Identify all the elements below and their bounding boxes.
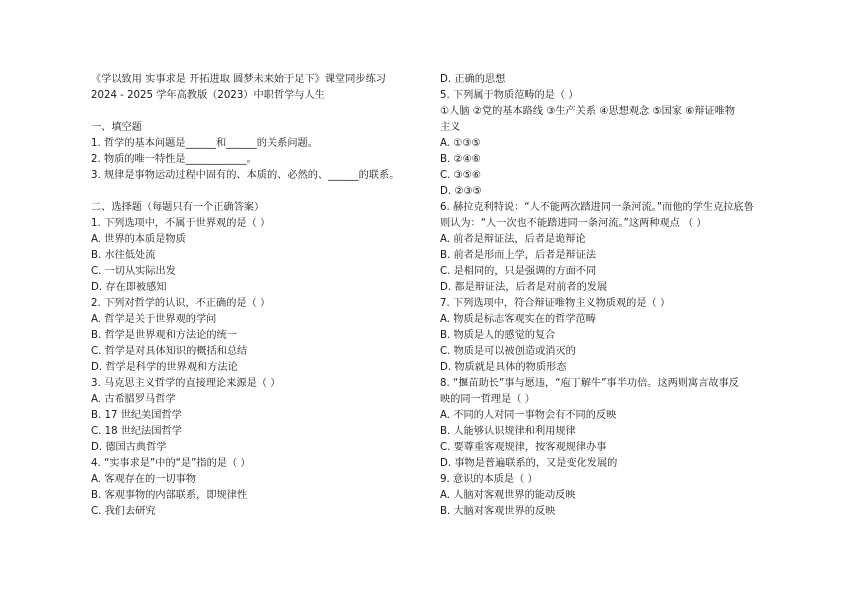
left-line: C. 18 世纪法国哲学 xyxy=(91,426,182,437)
left-column xyxy=(91,72,431,520)
left-line: B. 17 世纪美国哲学 xyxy=(91,410,182,421)
left-line: 3. 马克思主义哲学的直接理论来源是（ ） xyxy=(91,378,281,389)
left-line: C. 一切从实际出发 xyxy=(91,266,176,277)
left-line: A. 世界的本质是物质 xyxy=(91,234,186,245)
right-line: 8. “揠苗助长”事与愿违，“庖丁解牛”事半功倍。这两则寓言故事反 xyxy=(440,378,739,389)
right-line: B. 前者是形而上学，后者是辩证法 xyxy=(440,250,597,261)
left-line: 4. “实事求是”中的“是”指的是（ ） xyxy=(91,458,251,469)
right-line: A. 前者是辩证法，后者是诡辩论 xyxy=(440,234,586,245)
right-line: A. 不同的人对同一事物会有不同的反映 xyxy=(440,410,617,421)
right-line: C. 是相同的，只是强调的方面不同 xyxy=(440,266,597,277)
left-line: A. 哲学是关于世界观的学问 xyxy=(91,314,217,325)
left-line: B. 水往低处流 xyxy=(91,250,156,261)
right-line: D. 事物是普遍联系的，又是变化发展的 xyxy=(440,458,618,469)
left-line: 《学以致用 实事求是 开拓进取 圆梦未来始于足下》课堂同步练习 xyxy=(91,74,386,85)
left-line: C. 哲学是对具体知识的概括和总结 xyxy=(91,346,248,357)
right-line: D. ②③⑤ xyxy=(440,186,482,197)
right-line: B. 物质是人的感觉的复合 xyxy=(440,330,556,341)
right-line: C. 要尊重客观规律，按客观规律办事 xyxy=(440,442,607,453)
right-line: A. ①③⑤ xyxy=(440,138,481,149)
left-line: D. 哲学是科学的世界观和方法论 xyxy=(91,362,238,373)
left-line: 二、选择题（每题只有一个正确答案） xyxy=(91,202,265,213)
blank-line xyxy=(91,184,431,200)
left-line: B. 客观事物的内部联系，即规律性 xyxy=(91,490,248,501)
right-line: C. ③⑤⑥ xyxy=(440,170,481,181)
left-line: A. 客观存在的一切事物 xyxy=(91,474,196,485)
right-column xyxy=(440,72,785,520)
left-line: A. 古希腊罗马哲学 xyxy=(91,394,176,405)
left-line: 1. 哲学的基本问题是______和______的关系问题。 xyxy=(91,138,318,149)
right-line: A. 人脑对客观世界的能动反映 xyxy=(440,490,576,501)
right-line: D. 正确的思想 xyxy=(440,74,506,85)
right-line: 主义 xyxy=(440,122,461,133)
left-line: D. 德国古典哲学 xyxy=(91,442,167,453)
right-line: 则认为：“人一次也不能踏进同一条河流。”这两种观点 （ ） xyxy=(440,218,707,229)
right-line: D. 物质就是具体的物质形态 xyxy=(440,362,567,373)
left-line: D. 存在即被感知 xyxy=(91,282,167,293)
right-line: A. 物质是标志客观实在的哲学范畴 xyxy=(440,314,596,325)
right-line: D. 都是辩证法，后者是对前者的发展 xyxy=(440,282,608,293)
right-line: 9. 意识的本质是（ ） xyxy=(440,474,538,485)
right-line: 映的同一哲理是（ ） xyxy=(440,394,535,405)
left-line: 一、填空题 xyxy=(91,122,142,133)
right-line: B. 人能够认识规律和利用规律 xyxy=(440,426,576,437)
right-line: 6. 赫拉克利特说：“人不能两次踏进同一条河流。”而他的学生克拉底鲁 xyxy=(440,202,754,213)
right-line: 7. 下列选项中，符合辩证唯物主义物质观的是（ ） xyxy=(440,298,671,309)
right-line: B. 大脑对客观世界的反映 xyxy=(440,506,556,517)
right-line: B. ②④⑥ xyxy=(440,154,481,165)
right-line: C. 物质是可以被创造或消灭的 xyxy=(440,346,576,357)
left-line: 2. 下列对哲学的认识，不正确的是（ ） xyxy=(91,298,271,309)
left-line: 2. 物质的唯一特性是____________。 xyxy=(91,154,257,165)
left-line: C. 我们去研究 xyxy=(91,506,156,517)
right-line: ①人脑 ②党的基本路线 ③生产关系 ④思想观念 ⑤国家 ⑥辩证唯物 xyxy=(440,106,736,117)
left-line: B. 哲学是世界观和方法论的统一 xyxy=(91,330,237,341)
blank-line xyxy=(91,104,431,120)
left-line: 2024 - 2025 学年高教版（2023）中职哲学与人生 xyxy=(91,90,325,101)
left-line: 1. 下列选项中，不属于世界观的是（ ） xyxy=(91,218,271,229)
right-line: 5. 下列属于物质范畴的是（ ） xyxy=(440,90,579,101)
left-line: 3. 规律是事物运动过程中固有的、本质的、必然的、______的联系。 xyxy=(91,170,400,181)
